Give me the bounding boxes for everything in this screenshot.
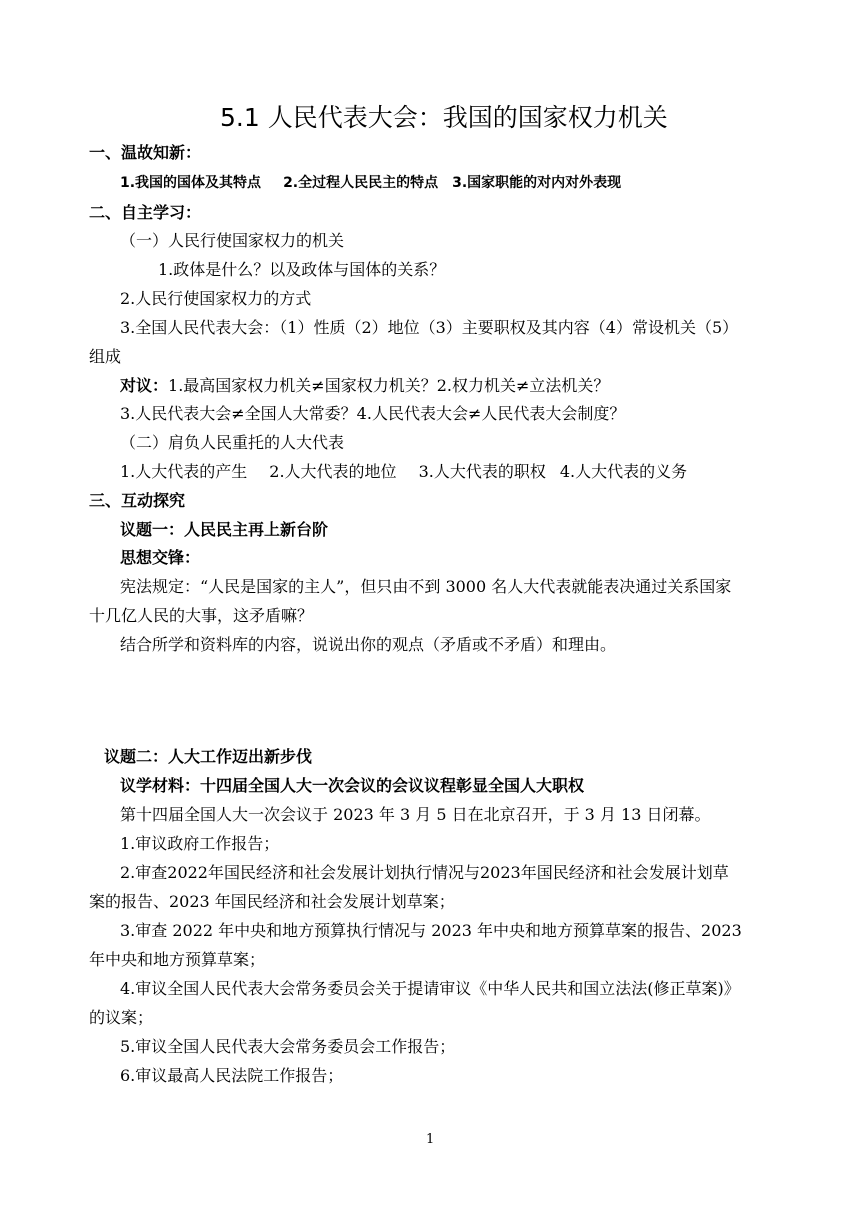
thought-line1: 宪法规定：“人民是国家的主人”，但只由不到 3000 名人大代表就能表决通过关系国家 — [120, 577, 732, 596]
agenda-item-3-line1: 3.审查 2022 年中央和地方预算执行情况与 2023 年中央和地方预算草案的报告、2023 — [120, 921, 742, 940]
question-1: 1.政体是什么？以及政体与国体的关系？ — [158, 260, 446, 279]
agenda-item-5: 5.审议全国人民代表大会常务委员会工作报告； — [120, 1037, 456, 1056]
duiyi-text-1: 1.最高国家权力机关≠国家权力机关？2.权力机关≠立法机关？ — [168, 376, 610, 395]
page-title: 5.1 人民代表大会：我国的国家权力机关 — [220, 103, 668, 132]
agenda-item-6: 6.审议最高人民法院工作报告； — [120, 1066, 344, 1085]
deputy-item-4: 4.人大代表的义务 — [559, 462, 688, 481]
agenda-item-4-line1: 4.审议全国人民代表大会常务委员会关于提请审议《中华人民共和国立法法(修正草案)》 — [120, 979, 740, 998]
thought-line2: 十几亿人民的大事，这矛盾嘛？ — [89, 606, 314, 625]
duiyi-line1 — [120, 376, 609, 396]
part1-title: （一）人民行使国家权力的机关 — [120, 231, 345, 250]
question-2: 2.人民行使国家权力的方式 — [120, 289, 312, 308]
section1-heading: 一、温故知新： — [89, 143, 202, 162]
agenda-item-2-line1: 2.审查2022年国民经济和社会发展计划执行情况与2023年国民经济和社会发展计划草 — [120, 863, 729, 882]
agenda-item-2-line2: 案的报告、2023 年国民经济和社会发展计划草案； — [89, 892, 455, 911]
deputy-item-1: 1.人大代表的产生 — [120, 462, 248, 481]
agenda-item-4-line2: 的议案； — [89, 1008, 154, 1027]
material-intro: 第十四届全国人大一次会议于 2023 年 3 月 5 日在北京召开，于 3 月 13 日闭幕。 — [120, 805, 711, 824]
review-item-3: 3.国家职能的对内对外表现 — [452, 175, 622, 191]
deputy-item-2: 2.人大代表的地位 — [269, 462, 397, 481]
topic1-title: 议题一：人民民主再上新台阶 — [120, 520, 329, 539]
thought-label: 思想交锋： — [120, 548, 201, 567]
deputy-items — [120, 462, 687, 482]
question-3-line2: 组成 — [89, 347, 122, 366]
duiyi-line2: 3.人民代表大会≠全国人大常委？4.人民代表大会≠人民代表大会制度？ — [120, 404, 626, 423]
agenda-item-3-line2: 年中央和地方预算草案； — [89, 950, 266, 969]
page-number: 1 — [426, 1132, 435, 1147]
material-title: 议学材料：十四届全国人大一次会议的会议议程彰显全国人大职权 — [120, 776, 585, 795]
review-item-1: 1.我国的国体及其特点 — [120, 175, 262, 191]
review-items — [120, 173, 621, 193]
section3-heading: 三、互动探究 — [89, 491, 186, 510]
part2-title: （二）肩负人民重托的人大代表 — [120, 433, 345, 452]
thought-line3: 结合所学和资料库的内容，说说出你的观点（矛盾或不矛盾）和理由。 — [120, 635, 617, 654]
topic2-title: 议题二：人大工作迈出新步伐 — [104, 747, 313, 766]
section2-heading: 二、自主学习： — [89, 203, 202, 222]
question-3-line1: 3.全国人民代表大会：（1）性质（2）地位（3）主要职权及其内容（4）常设机关（5） — [120, 318, 739, 337]
agenda-item-1: 1.审议政府工作报告； — [120, 834, 280, 853]
review-item-2: 2.全过程人民民主的特点 — [283, 175, 439, 191]
deputy-item-3: 3.人大代表的职权 — [418, 462, 546, 481]
duiyi-label: 对议： — [120, 376, 169, 395]
